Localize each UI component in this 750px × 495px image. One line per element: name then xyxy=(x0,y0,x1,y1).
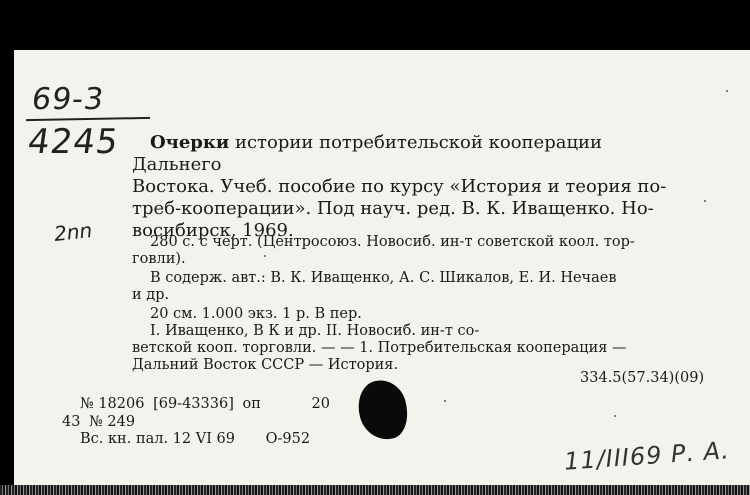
registration-line-2 xyxy=(62,414,139,431)
ink-blot xyxy=(352,375,414,445)
contents-line: В содерж. авт.: В. К. Иващенко, А. С. Шикалов, Е. И. Нечаев xyxy=(150,270,617,286)
registration-prefix: 43 xyxy=(62,414,81,430)
registration-number: № 18206 xyxy=(80,396,145,412)
tracing-line: ветской кооп. торговли. — — 1. Потребительская кооперация — xyxy=(132,340,627,356)
entry-line: Востока. Учеб. пособие по курсу «История и теория по- xyxy=(132,176,667,197)
shelf-mark-rule xyxy=(26,117,150,121)
tracings xyxy=(132,323,704,374)
book-chamber-code: О-952 xyxy=(265,431,311,447)
registration-bracket: [69-43336] xyxy=(153,396,234,412)
registration-line-3 xyxy=(80,431,314,448)
shelf-mark-bottom: 4245 xyxy=(25,122,122,162)
title-line xyxy=(132,132,692,176)
handwritten-date: 11/III69 Р. А. xyxy=(563,436,731,476)
title-rest: истории потребительской кооперации Дальнего xyxy=(132,132,603,175)
contents-line: и др. xyxy=(132,287,170,303)
collation-line: 280 с. с черт. (Центросоюз. Новосиб. ин-т советской коол. тор- xyxy=(150,234,635,250)
udc-code: 334.5(57.34)(09) xyxy=(580,370,705,386)
shelf-mark-top: 69-3 xyxy=(29,82,107,117)
margin-note: 2nn xyxy=(52,218,94,246)
contents-note xyxy=(132,270,704,304)
registration-trail: 20 xyxy=(311,396,330,412)
registration-suffix: оп xyxy=(242,396,261,412)
entry-line: треб-кооперации». Под науч. ред. В. К. Иващенко. Но- xyxy=(132,198,654,219)
title-first-word: Очерки xyxy=(150,132,230,153)
collation-line: говли). xyxy=(132,251,186,267)
collation xyxy=(132,234,704,268)
physical-line: 20 см. 1.000 экз. 1 р. В пер. xyxy=(150,306,362,322)
entry-line: восибирск, 1969. xyxy=(132,220,294,241)
registration-line-1 xyxy=(80,396,334,413)
bibliographic-entry xyxy=(132,132,692,242)
tracing-line: I. Иващенко, В К и др. II. Новосиб. ин-т со- xyxy=(150,323,480,339)
catalog-card xyxy=(14,50,750,485)
physical-description xyxy=(132,306,704,323)
tracing-line: Дальний Восток СССР — История. xyxy=(132,357,399,373)
book-chamber-label: Вс. кн. пал. 12 VI 69 xyxy=(80,431,235,447)
registration-number-2: № 249 xyxy=(89,414,136,430)
scan-edge-strip xyxy=(0,485,750,495)
